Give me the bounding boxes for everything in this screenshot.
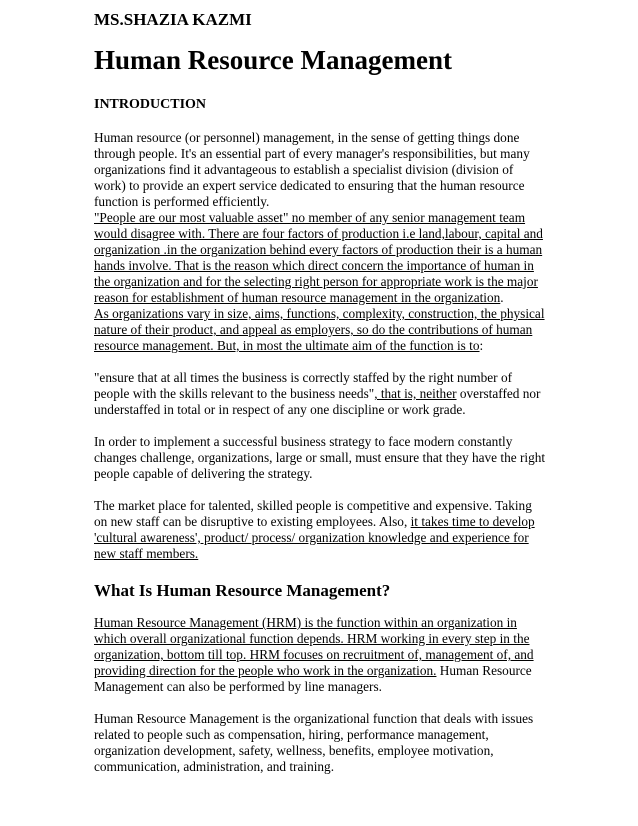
intro-paragraph-3-underlined: As organizations vary in size, aims, functions, complexity, construction, the physical nature of their product, and appeal as employers, so do the contributions of human resource management. But, in most the ultimate aim of the function is to <box>94 306 545 353</box>
what-is-hrm-heading: What Is Human Resource Management? <box>94 581 391 600</box>
author-name: MS.SHAZIA KAZMI <box>94 10 252 29</box>
hrm-paragraph-1-tail: Human Resource Management can also be performed by line managers. <box>94 663 532 694</box>
hrm-paragraph-1-underlined: Human Resource Management (HRM) is the function within an organization in which overall organizational function depends. HRM working in every step in the organization, bottom till top. HRM focuses on recruitment of, management of, and providing direction for the people who work in the organization. <box>94 615 534 678</box>
hrm-paragraph-1 <box>94 615 546 695</box>
intro-paragraph-3 <box>94 306 546 354</box>
hrm-paragraph-2: Human Resource Management is the organizational function that deals with issues related to people such as compensation, hiring, performance management, organization development, safety, wellness, benefits, employee motivation, communication, administration, and training. <box>94 711 534 774</box>
intro-paragraph-4-quote: "ensure that at all times the business is correctly staffed by the right number of people with the skills relevant to the business needs" <box>94 370 513 401</box>
intro-paragraph-2-tail: . <box>500 290 504 305</box>
document-title: Human Resource Management <box>94 45 452 75</box>
intro-paragraph-2 <box>94 210 546 306</box>
intro-paragraph-6-underlined: it takes time to develop 'cultural awareness', product/ process/ organization knowledge and experience for new staff members. <box>94 514 535 561</box>
intro-paragraph-4-rest: overstaffed nor understaffed in total or in respect of any one discipline or work grade. <box>94 386 541 417</box>
intro-paragraph-1: Human resource (or personnel) management, in the sense of getting things done through people. It's an essential part of every manager's responsibilities, but many organizations find it advantageous to establish a specialist division (division of work) to provide an expert service dedicated to ensuring that the human resource function is performed efficiently. <box>94 130 530 209</box>
intro-paragraph-4 <box>94 370 546 418</box>
intro-paragraph-6-text: The market place for talented, skilled people is competitive and expensive. Taking on new staff can be disruptive to existing employees. Also, <box>94 498 532 529</box>
intro-paragraph-2-underlined: "People are our most valuable asset" no member of any senior management team would disagree with. There are four factors of production i.e land,labour, capital and organization .in the organization behind every factors of production their is a human hands involve. That is the reason which direct concern the importance of human in the organization and for the selecting right person for appropriate work is the major reason for establishment of human resource management in the organization <box>94 210 543 305</box>
intro-paragraph-4-underlined: , that is, neither <box>374 386 457 401</box>
introduction-heading: INTRODUCTION <box>94 97 207 112</box>
intro-paragraph-3-tail: : <box>479 338 484 353</box>
document-page <box>94 10 546 775</box>
intro-paragraph-6 <box>94 498 546 562</box>
intro-paragraph-5: In order to implement a successful business strategy to face modern constantly changes challenge, organizations, large or small, must ensure that they have the right people capable of delivering the strategy. <box>94 434 546 481</box>
